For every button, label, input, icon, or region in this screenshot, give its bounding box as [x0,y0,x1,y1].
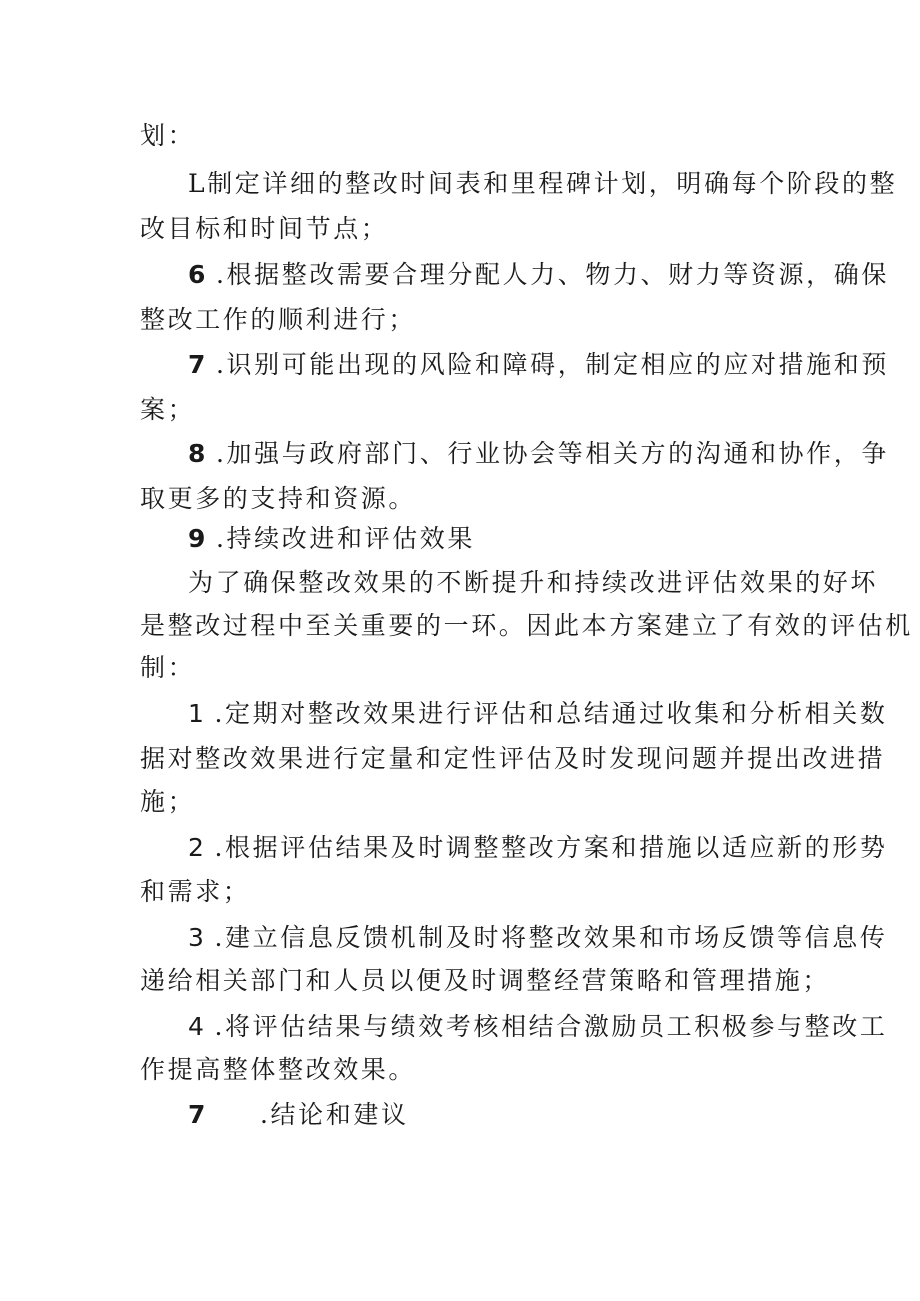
list-item-text: .加强与政府部门、行业协会等相关方的沟通和协作，争 [216,439,889,468]
list-item-line: 施； [140,787,196,816]
list-item-line: 作提高整体整改效果。 [140,1055,417,1084]
list-number: 7 [188,350,208,379]
list-number: 3 [188,923,207,952]
list-number: 6 [188,260,208,289]
heading-text: .结论和建议 [260,1100,409,1129]
list-item-6 [188,258,889,292]
list-item-text: .将评估结果与绩效考核相结合激励员工积极参与整改工 [214,1012,888,1041]
list-item-text: .根据整改需要合理分配人力、物力、财力等资源，确保 [216,260,889,289]
list-item-3 [188,921,888,955]
list-item-line: 整改工作的顺利进行； [140,305,417,334]
section-heading-7 [188,1098,798,1132]
list-item-text: .识别可能出现的风险和障碍，制定相应的应对措施和预 [216,350,889,379]
paragraph-line: 为了确保整改效果的不断提升和持续改进评估效果的好坏 [188,568,879,597]
list-item-text: .建立信息反馈机制及时将整改效果和市场反馈等信息传 [214,923,888,952]
list-item-line: 案； [140,395,196,424]
heading-number: 7 [188,1100,208,1129]
list-item-7 [188,348,889,382]
list-item-1 [188,697,888,731]
list-item-4 [188,1010,888,1044]
list-number: 4 [188,1012,207,1041]
list-number: 8 [188,439,208,468]
list-item-8 [188,437,889,471]
list-item-line: 取更多的支持和资源。 [140,484,417,513]
list-item-2 [188,831,888,865]
list-number: 1 [188,699,207,728]
list-item-line: 改目标和时间节点； [140,214,389,243]
list-item-line: L制定详细的整改时间表和里程碑计划，明确每个阶段的整 [188,169,898,198]
heading-text: .持续改进和评估效果 [216,524,475,553]
list-number: 2 [188,833,207,862]
list-item-line: 和需求； [140,877,251,906]
section-heading-9 [188,522,798,556]
heading-number: 9 [188,524,208,553]
paragraph-line: 是整改过程中至关重要的一环。因此本方案建立了有效的评估机 [140,611,913,640]
paragraph-continuation: 划： [140,121,196,150]
list-item-line: 递给相关部门和人员以便及时调整经营策略和管理措施； [140,966,831,995]
list-item-line: 据对整改效果进行定量和定性评估及时发现问题并提出改进措 [140,744,886,773]
paragraph-line: 制： [140,653,196,682]
list-item-text: .定期对整改效果进行评估和总结通过收集和分析相关数 [214,699,888,728]
list-item-text: .根据评估结果及时调整整改方案和措施以适应新的形势 [214,833,888,862]
